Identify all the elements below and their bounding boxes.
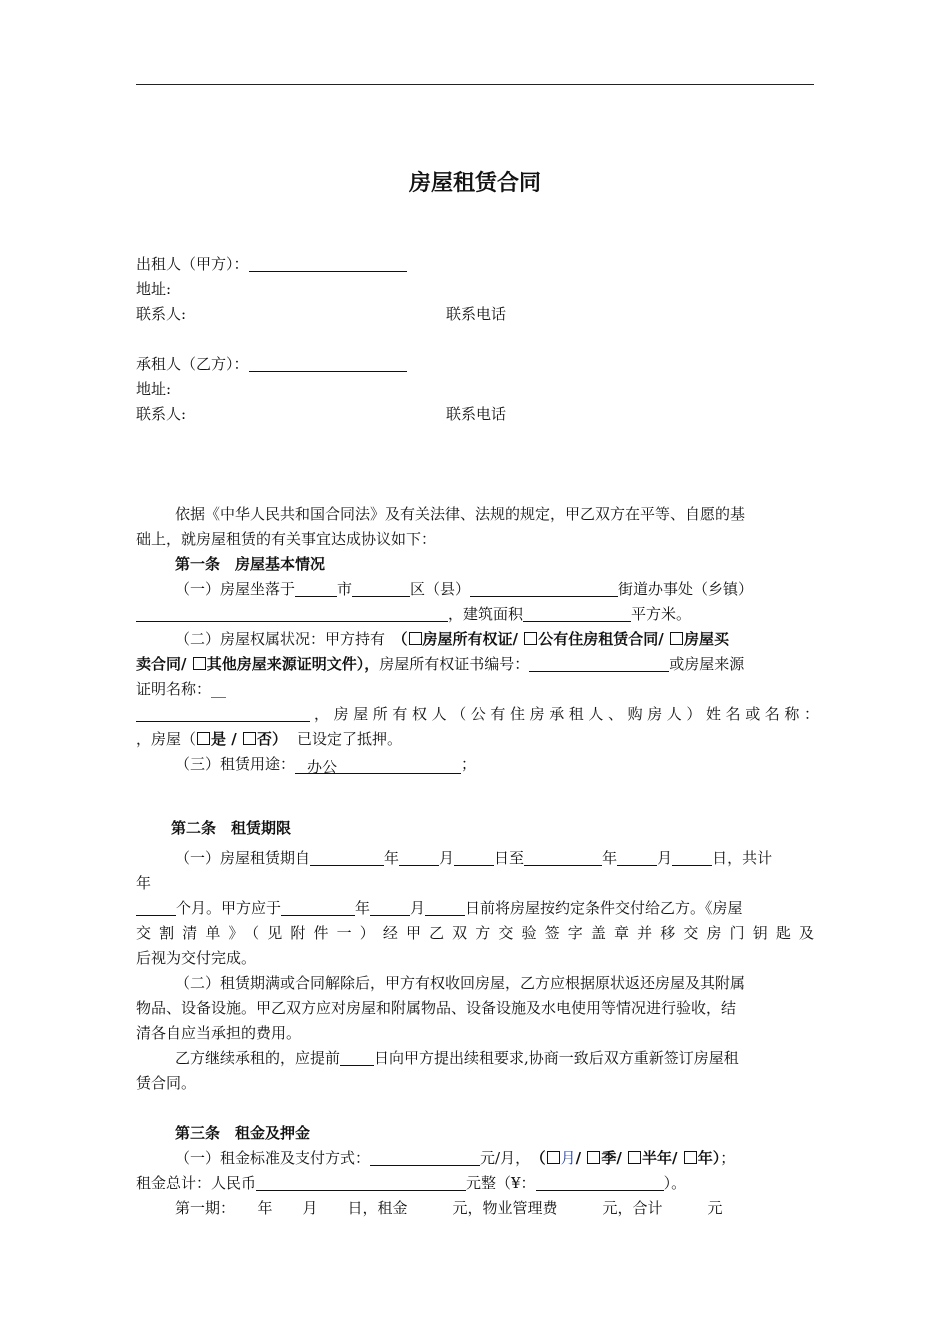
- delivery-year-field[interactable]: [281, 899, 355, 916]
- option-quarterly: 季/: [601, 1149, 628, 1167]
- rent-amount-field[interactable]: [370, 1149, 480, 1166]
- mortgage-label: ，房屋（: [136, 730, 197, 748]
- district-label: 区（县）: [410, 580, 471, 598]
- total-number-field[interactable]: [536, 1174, 664, 1191]
- year-label: 年: [384, 849, 400, 867]
- year-label-3: 年: [355, 899, 371, 917]
- area-unit: 平方米。: [631, 605, 692, 623]
- delivery-day-field[interactable]: [425, 899, 465, 916]
- checkbox-monthly[interactable]: [547, 1151, 560, 1164]
- lessor-line: [136, 254, 407, 274]
- term-label: （一）房屋租赁期自: [175, 849, 311, 867]
- usage-field[interactable]: [295, 757, 461, 774]
- option-sale-contract-cont: 卖合同/: [136, 655, 192, 673]
- article1-item2-line4: [136, 704, 824, 724]
- source-doc-field[interactable]: [136, 705, 310, 722]
- article2-item1-line1: [175, 848, 772, 868]
- day-end-label: 日，共计: [712, 849, 773, 867]
- renew-text: 日向甲方提出续租要求,协商一致后双方重新签订房屋租: [374, 1049, 739, 1067]
- delivery-label: 个月。甲方应于: [176, 899, 282, 917]
- start-day-field[interactable]: [454, 849, 494, 866]
- article3-total: [136, 1173, 686, 1193]
- day-to-label: 日至: [494, 849, 525, 867]
- ownership-label: （二）房屋权属状况：甲方持有: [175, 630, 401, 648]
- usage-value: 办公: [307, 758, 338, 776]
- option-public-lease: 公有住房租赁合同/: [538, 630, 669, 648]
- lessee-address-label: 地址:: [136, 380, 172, 398]
- lessee-phone-label: 联系电话: [446, 405, 507, 423]
- option-no: 否）: [256, 730, 287, 748]
- area-field[interactable]: [523, 605, 631, 622]
- article2-heading: 第二条 租赁期限: [171, 819, 292, 837]
- intro-line-2: 础上，就房屋租赁的有关事宜达成协议如下：: [136, 530, 437, 548]
- option-sale-contract: 房屋买: [683, 630, 729, 648]
- month-label: 月: [439, 849, 455, 867]
- option-yes: 是 /: [211, 730, 242, 748]
- end-month-field[interactable]: [617, 849, 657, 866]
- start-year-field[interactable]: [310, 849, 384, 866]
- lessee-line: [136, 354, 407, 374]
- usage-end: ；: [461, 755, 477, 773]
- document-title: 房屋租赁合同: [408, 170, 541, 196]
- paren-open-2: （: [538, 1149, 546, 1167]
- city-field[interactable]: [295, 580, 337, 597]
- lessor-contact-label: 联系人:: [136, 305, 187, 323]
- start-month-field[interactable]: [399, 849, 439, 866]
- checkbox-sale-contract[interactable]: [670, 632, 683, 645]
- article2-renew-line1: [175, 1048, 739, 1068]
- article1-item1-line1: [175, 579, 753, 599]
- location-label: （一）房屋坐落于: [175, 580, 296, 598]
- rent-end: ；: [720, 1149, 736, 1167]
- article1-item2-line5: [136, 729, 402, 749]
- usage-label: （三）租赁用途：: [175, 755, 296, 773]
- lessor-address-label: 地址:: [136, 280, 172, 298]
- header-rule: [136, 84, 814, 85]
- option-ownership-cert: 房屋所有权证/: [422, 630, 524, 648]
- renew-label: 乙方继续承租的，应提前: [175, 1049, 341, 1067]
- delivery-text: 日前将房屋按约定条件交付给乙方。《房屋: [465, 899, 743, 917]
- district-field[interactable]: [352, 580, 410, 597]
- delivery-month-field[interactable]: [370, 899, 410, 916]
- article2-item2-line1: （二）租赁期满或合同解除后，甲方有权收回房屋，乙方应根据原状返还房屋及其附属: [175, 974, 746, 992]
- source-doc-label: 或房屋来源: [669, 655, 745, 673]
- month-label-3: 月: [410, 899, 426, 917]
- total-yuan-label: 元整（¥：: [466, 1174, 536, 1192]
- article1-item3: [175, 754, 476, 774]
- option-yearly: 年）: [697, 1149, 721, 1167]
- article1-item1-line2: [136, 604, 691, 624]
- article2-item1-line3: [136, 898, 743, 918]
- article3-item1: （一）租金标准及支付方式： 元/月， （ 月/ 季/ 半年/ 年）；: [175, 1149, 736, 1167]
- month-label-2: 月: [657, 849, 673, 867]
- option-half-year: 半年/: [642, 1149, 683, 1167]
- cert-number-label: 房屋所有权证书编号：: [379, 655, 530, 673]
- lessor-phone-label: 联系电话: [446, 305, 507, 323]
- article1-item2-line1: [175, 629, 729, 649]
- paren-open: （: [400, 630, 408, 648]
- lessee-name-field[interactable]: [249, 355, 407, 372]
- street-label: 街道办事处（乡镇）: [618, 580, 754, 598]
- article2-item2-line3: 清各自应当承担的费用。: [136, 1024, 302, 1042]
- checkbox-yearly[interactable]: [684, 1151, 697, 1164]
- checkbox-ownership-cert[interactable]: [409, 632, 422, 645]
- lessor-name-field[interactable]: [249, 255, 407, 272]
- address-detail-field[interactable]: [136, 605, 448, 622]
- article1-heading: 第一条 房屋基本情况: [175, 555, 326, 573]
- city-label: 市: [337, 580, 353, 598]
- renew-days-field[interactable]: [340, 1049, 374, 1066]
- article1-item2-line2: [136, 654, 744, 674]
- year-label-2: 年: [602, 849, 618, 867]
- article3-phase1: 第一期： 年 月 日，租金 元，物业管理费 元，合计 元: [175, 1199, 723, 1217]
- article2-item1-line4: 交割清单》（见附件一）经甲乙双方交验签字盖章并移交房门钥匙及: [136, 924, 814, 942]
- rent-label: （一）租金标准及支付方式：: [175, 1149, 371, 1167]
- lessee-contact-label: 联系人:: [136, 405, 187, 423]
- total-label: 租金总计：人民币: [136, 1174, 257, 1192]
- article2-item2-line2: 物品、设备设施。甲乙双方应对房屋和附属物品、设备设施及水电使用等情况进行验收，结: [136, 999, 737, 1017]
- lessor-label: 出租人（甲方）：: [136, 255, 249, 273]
- checkbox-quarterly[interactable]: [587, 1151, 600, 1164]
- option-monthly: 月: [560, 1149, 576, 1167]
- article3-heading: 第三条 租金及押金: [175, 1124, 311, 1142]
- total-rmb-field[interactable]: [256, 1174, 466, 1191]
- area-label: ，建筑面积: [448, 605, 524, 623]
- checkbox-mortgage-no[interactable]: [243, 732, 256, 745]
- option-other-docs: 其他房屋来源证明文件），: [206, 655, 380, 673]
- intro-line-1: 依据《中华人民共和国合同法》及有关法律、法规的规定，甲乙双方在平等、自愿的基: [175, 505, 746, 523]
- checkbox-half-year[interactable]: [628, 1151, 641, 1164]
- total-end: ）。: [663, 1174, 687, 1192]
- owner-label: ，房屋所有权人（公有住房承租人、购房人）姓名或名称：: [314, 705, 824, 723]
- article1-item2-line3: 证明名称：__: [136, 680, 227, 698]
- mortgage-text: 已设定了抵押。: [296, 730, 402, 748]
- months-field[interactable]: [136, 899, 176, 916]
- checkbox-mortgage-yes[interactable]: [197, 732, 210, 745]
- checkbox-public-lease[interactable]: [524, 632, 537, 645]
- rent-unit: 元/月，: [480, 1149, 531, 1167]
- end-day-field[interactable]: [672, 849, 712, 866]
- lessee-label: 承租人（乙方）：: [136, 355, 249, 373]
- checkbox-other-docs[interactable]: [193, 657, 206, 670]
- cert-number-field[interactable]: [529, 655, 669, 672]
- article2-item1-line5: 后视为交付完成。: [136, 949, 257, 967]
- article2-item1-line2: 年: [136, 874, 152, 892]
- article2-renew-line2: 赁合同。: [136, 1074, 197, 1092]
- street-field[interactable]: [470, 580, 618, 597]
- end-year-field[interactable]: [524, 849, 602, 866]
